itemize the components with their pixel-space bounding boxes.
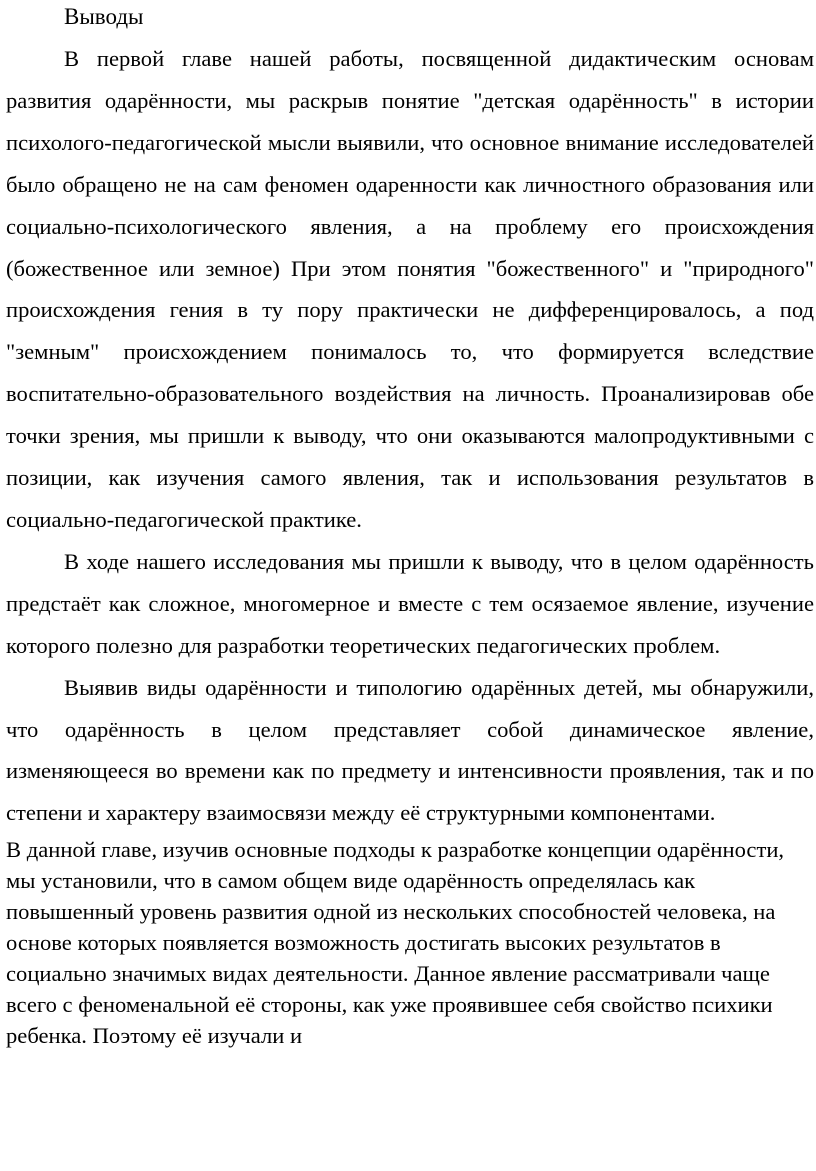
document-page bbox=[6, 0, 814, 1051]
paragraph-2: В ходе нашего исследования мы пришли к выводу, что в целом одарённость предстаёт как сложное, многомерное и вместе с тем осязаемое явление, изучение которого полезно для разработки теоретических педагогических проблем. bbox=[6, 548, 814, 658]
paragraph-3: Выявив виды одарённости и типологию одарённых детей, мы обнаружили, что одарённость в целом представляет собой динамическое явление, изменяющееся во времени как по предмету и интенсивности проявления, так и по степени и характеру взаимосвязи между её структурными компонентами. bbox=[6, 674, 814, 826]
paragraph-4: В данной главе, изучив основные подходы к разработке концепции одарённости, мы установили, что в самом общем виде одарённость определялась как повышенный уровень развития одной из нескольких способностей человека, на основе которых появляется возможность достигать высоких результатов в социально значимых видах деятельности. Данное явление рассматривали чаще всего с феноменальной её стороны, как уже проявившее себя свойство психики ребенка. Поэтому её изучали и bbox=[6, 837, 785, 1049]
paragraph-1: В первой главе нашей работы, посвященной дидактическим основам развития одарённости, мы раскрыв понятие "детская одарённость" в истории психолого-педагогической мысли выявили, что основное внимание исследователей было обращено не на сам феномен одаренности как личностного образования или социально-психологического явления, а на проблему его происхождения (божественное или земное) При этом понятия "божественного" и "природного" происхождения гения в ту пору практически не дифференцировалось, а под "земным" происхождением понималось то, что формируется вследствие воспитательно-образовательного воздействия на личность. Проанализировав обе точки зрения, мы пришли к выводу, что они оказываются малопродуктивными с позиции, как изучения самого явления, так и использования результатов в социально-педагогической практике. bbox=[6, 46, 814, 532]
section-heading: Выводы bbox=[64, 4, 144, 29]
